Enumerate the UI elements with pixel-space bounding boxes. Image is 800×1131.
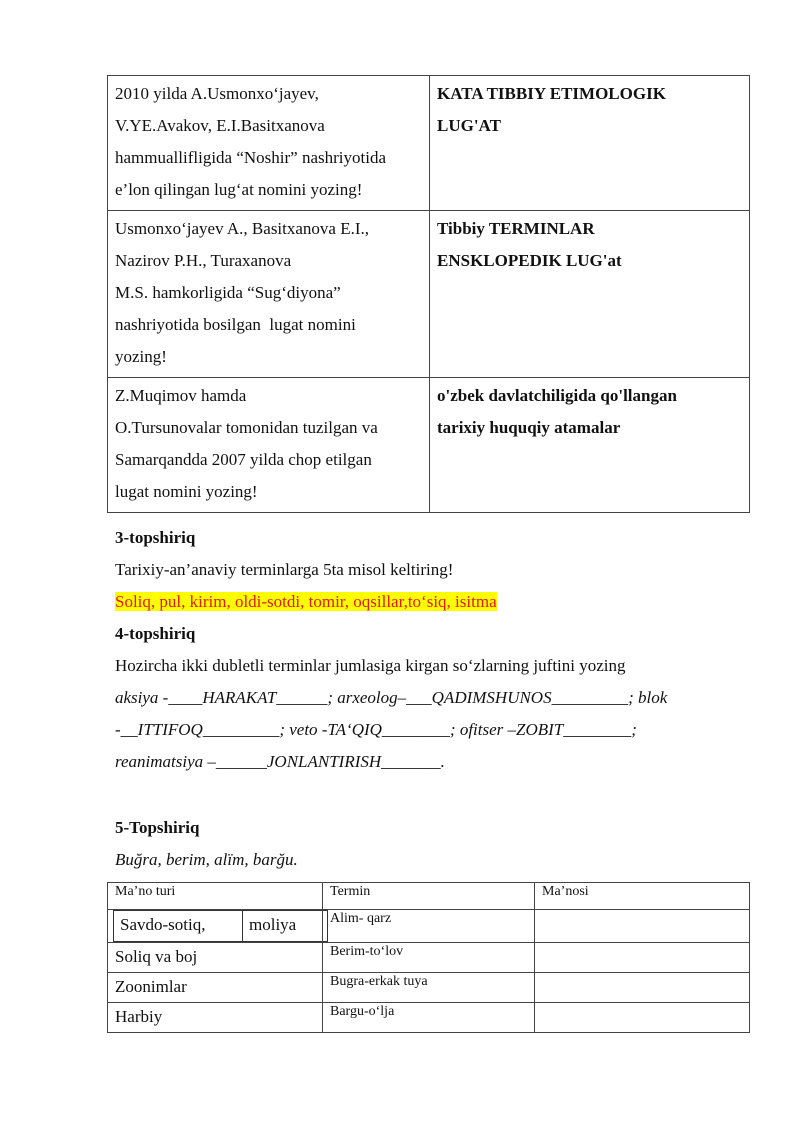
type-text: Zoonimlar: [115, 977, 187, 996]
question-line: Samarqandda 2007 yilda chop etilgan: [115, 450, 372, 469]
answer-cell: [430, 76, 750, 211]
task3-section: [115, 522, 745, 618]
type-text: Savdo-sotiq,: [114, 911, 243, 941]
task4-answer-line: -__ITTIFOQ_________; veto -TA‘QIQ________; ofitser –ZOBIT________;: [115, 720, 637, 739]
term-text: Bargu-o‘lja: [330, 1004, 395, 1019]
type-text: Soliq va boj: [115, 947, 198, 966]
term-cell: [323, 973, 535, 1003]
answer-line: LUG'AT: [437, 116, 501, 135]
question-line: hammuallifligida “Noshir” nashriyotida: [115, 148, 386, 167]
question-line: nashriyotida bosilgan lugat nomini: [115, 315, 356, 334]
meaning-cell: [535, 973, 750, 1003]
term-cell: [323, 943, 535, 973]
inner-box: [113, 910, 328, 942]
answer-cell: [430, 378, 750, 513]
table-row: [108, 378, 750, 513]
question-line: lugat nomini yozing!: [115, 482, 258, 501]
question-line: Nazirov P.H., Turaxanova: [115, 251, 292, 270]
table-row: [108, 211, 750, 378]
meaning-cell: [535, 1003, 750, 1033]
question-cell: [108, 211, 430, 378]
term-text: Alim- qarz: [330, 911, 392, 926]
type-cell: [108, 943, 323, 973]
column-header: Ma’no turi: [108, 883, 323, 910]
table-row: [108, 910, 750, 943]
table-row: [108, 76, 750, 211]
question-line: O.Tursunovalar tomonidan tuzilgan va: [115, 418, 378, 437]
meaning-cell: [535, 910, 750, 943]
term-cell: [323, 1003, 535, 1033]
answer-line: Tibbiy TERMINLAR: [437, 219, 595, 238]
task3-prompt: Tarixiy-an’anaviy terminlarga 5ta misol keltiring!: [115, 560, 454, 579]
question-line: V.YE.Avakov, E.I.Basitxanova: [115, 116, 325, 135]
table-header-row: [108, 883, 750, 910]
task3-heading: 3-topshiriq: [115, 528, 196, 547]
column-header: Termin: [323, 883, 535, 910]
task4-heading: 4-topshiriq: [115, 624, 196, 643]
question-cell: [108, 76, 430, 211]
answer-cell: [430, 211, 750, 378]
question-line: yozing!: [115, 347, 167, 366]
dictionary-table: [107, 75, 750, 513]
type-text: Harbiy: [115, 1007, 163, 1026]
question-line: e’lon qilingan lug‘at nomini yozing!: [115, 180, 363, 199]
task4-prompt: Hozircha ikki dubletli terminlar jumlasiga kirgan so‘zlarning juftini yozing: [115, 656, 626, 675]
column-header: Ma’nosi: [535, 883, 750, 910]
term-cell: [323, 910, 535, 943]
question-line: Z.Muqimov hamda: [115, 386, 247, 405]
term-text: Berim-to‘lov: [330, 944, 404, 959]
task5-words: Buğra, berim, alïm, barğu.: [115, 850, 298, 869]
type-cell: [108, 973, 323, 1003]
question-line: M.S. hamkorligida “Sug‘diyona”: [115, 283, 341, 302]
task5-heading: 5-Topshiriq: [115, 818, 200, 837]
table-row: [108, 943, 750, 973]
meaning-cell: [535, 943, 750, 973]
task5-section: [115, 812, 745, 876]
type-cell: [108, 910, 323, 943]
task4-section: [115, 618, 745, 778]
task3-answer: Soliq, pul, kirim, oldi-sotdi, tomir, oqsillar,to‘siq, isitma: [115, 592, 497, 611]
question-cell: [108, 378, 430, 513]
task4-answer-line: aksiya -____HARAKAT______; arxeolog–___QADIMSHUNOS_________; blok: [115, 688, 668, 707]
answer-line: ENSKLOPEDIK LUG'at: [437, 251, 622, 270]
term-text: Bugra-erkak tuya: [330, 974, 428, 989]
task4-answer-line: reanimatsiya –______JONLANTIRISH_______.: [115, 752, 445, 771]
answer-line: KATA TIBBIY ETIMOLOGIK: [437, 84, 666, 103]
answer-line: tarixiy huquqiy atamalar: [437, 418, 621, 437]
type-cell: [108, 1003, 323, 1033]
question-line: Usmonxo‘jayev A., Basitxanova E.I.,: [115, 219, 370, 238]
question-line: 2010 yilda A.Usmonxo‘jayev,: [115, 84, 319, 103]
terms-table: [107, 882, 750, 1033]
answer-line: o'zbek davlatchiligida qo'llangan: [437, 386, 677, 405]
table-row: [108, 973, 750, 1003]
table-row: [108, 1003, 750, 1033]
type-text: moliya: [249, 915, 297, 934]
